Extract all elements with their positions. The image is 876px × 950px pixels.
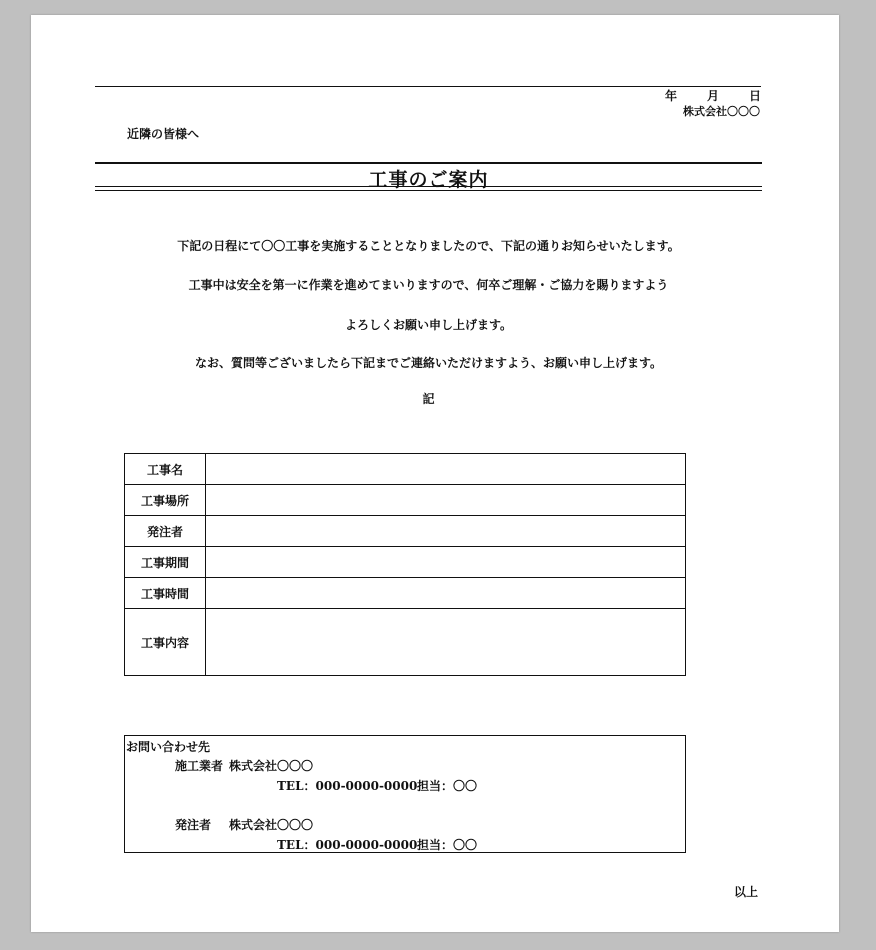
client-tel: TEL：000-0000-0000 (277, 838, 418, 852)
row-label: 工事内容 (125, 609, 206, 676)
table-row (125, 609, 686, 676)
contact-heading: お問い合わせ先 (126, 740, 211, 754)
table-row (125, 454, 686, 485)
table-row (125, 578, 686, 609)
ki-mark: 記 (422, 392, 435, 406)
date-year: 年 (664, 89, 677, 103)
body-line-2: 工事中は安全を第一に作業を進めてまいりますので、何卒ご理解・ご協力を賜りますよう (188, 278, 669, 292)
contractor-tel: TEL：000-0000-0000 (277, 779, 418, 793)
document-page (31, 15, 839, 932)
contact-box (124, 735, 686, 853)
row-value (206, 454, 686, 485)
body-line-4: なお、質問等ございましたら下記までご連絡いただけますよう、お願い申し上げます。 (194, 356, 663, 370)
sender-company: 株式会社〇〇〇 (683, 105, 760, 118)
row-value (206, 578, 686, 609)
end-mark: 以上 (733, 885, 758, 899)
row-label: 工事名 (125, 454, 206, 485)
top-rule (95, 86, 761, 87)
row-value (206, 485, 686, 516)
table-row (125, 485, 686, 516)
client-company: 株式会社〇〇〇 (229, 818, 314, 832)
date-line (665, 87, 761, 104)
row-value (206, 547, 686, 578)
date-day: 日 (748, 89, 761, 103)
table-row (125, 547, 686, 578)
client-label: 発注者 (175, 818, 212, 832)
row-value (206, 516, 686, 547)
title-rule-bottom (95, 186, 762, 191)
row-label: 工事場所 (125, 485, 206, 516)
addressee: 近隣の皆様へ (127, 127, 200, 141)
row-label: 発注者 (125, 516, 206, 547)
project-info-table (124, 453, 686, 676)
body-line-3: よろしくお願い申し上げます。 (344, 318, 513, 332)
title-rule-top (95, 162, 762, 164)
date-month: 月 (706, 89, 719, 103)
row-label: 工事時間 (125, 578, 206, 609)
table-row (125, 516, 686, 547)
contractor-company: 株式会社〇〇〇 (229, 759, 314, 773)
row-label: 工事期間 (125, 547, 206, 578)
contractor-person: 担当：〇〇 (417, 779, 478, 793)
document-title: 工事のご案内 (368, 169, 489, 191)
row-value (206, 609, 686, 676)
body-line-1: 下記の日程にて〇〇工事を実施することとなりましたので、下記の通りお知らせいたします。 (177, 239, 680, 253)
client-person: 担当：〇〇 (417, 838, 478, 852)
contractor-label: 施工業者 (175, 759, 224, 773)
